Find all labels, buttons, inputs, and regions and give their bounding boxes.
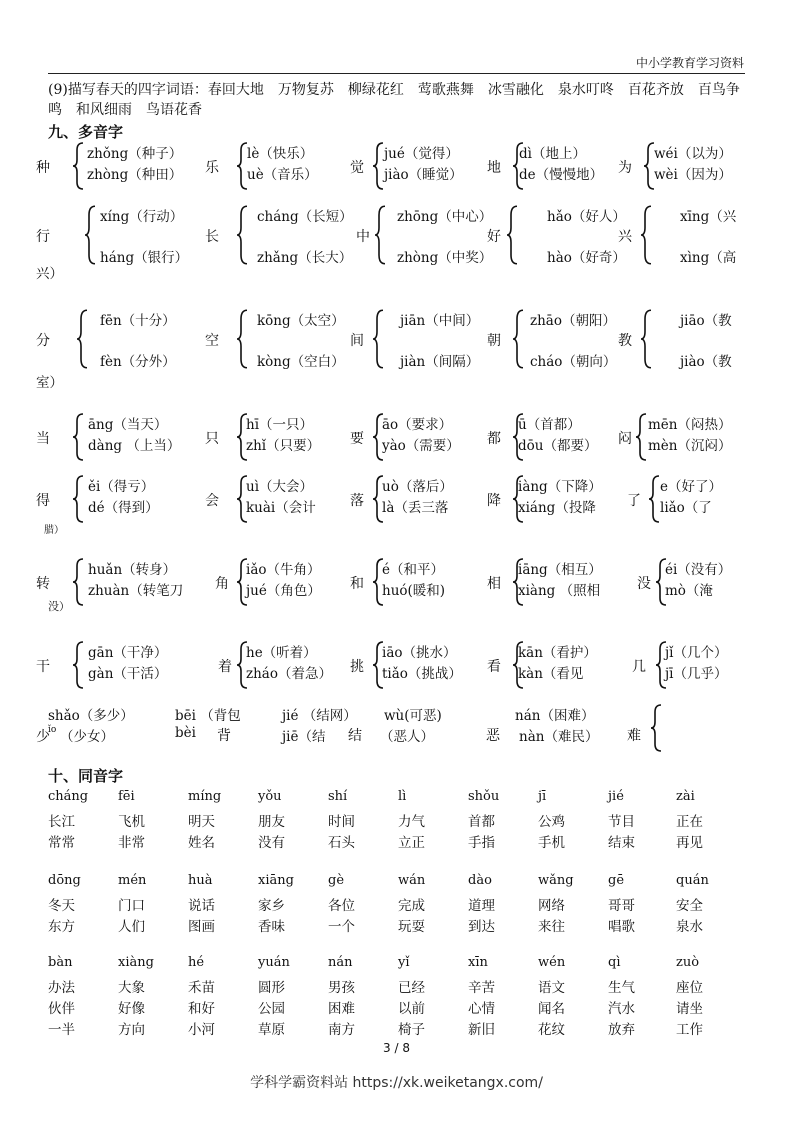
pinyin-label: mén bbox=[118, 873, 147, 888]
homophone-word: 南方 bbox=[328, 1022, 355, 1038]
pinyin-label: wén bbox=[538, 955, 566, 970]
reading-1: zhōng（中心） bbox=[397, 209, 493, 225]
polyphone-char: 兴 bbox=[618, 229, 632, 245]
polyphone-char: 当 bbox=[36, 431, 50, 447]
reading-2: xiáng（投降 bbox=[518, 500, 596, 516]
homophone-word: 手指 bbox=[468, 835, 495, 851]
pinyin-label: shí bbox=[328, 789, 348, 804]
reading-2: zhuàn（转笔刀 bbox=[88, 583, 184, 599]
homophone-word: 安全 bbox=[676, 898, 703, 914]
homophone-word: 冬天 bbox=[48, 898, 75, 914]
pinyin-label: yǐ bbox=[398, 955, 410, 970]
reading-1: iǎo（牛角） bbox=[246, 562, 321, 578]
pinyin-label: hé bbox=[188, 955, 205, 970]
pinyin-label: xiàng bbox=[118, 955, 154, 970]
polyphone-char: 要 bbox=[350, 431, 364, 447]
pinyin-label: bàn bbox=[48, 955, 73, 970]
reading-1: jué（觉得） bbox=[384, 146, 459, 162]
reading-1: dì（地上） bbox=[519, 146, 586, 162]
polyphone-char: 地 bbox=[487, 160, 501, 176]
homophone-word: 一半 bbox=[48, 1022, 75, 1038]
homophone-word: 没有 bbox=[258, 835, 285, 851]
reading-2: kòng（空白） bbox=[257, 354, 345, 370]
polyphone-char: 觉 bbox=[350, 160, 364, 176]
polyphone-char: 干 bbox=[36, 659, 50, 675]
polyphone-char: 间 bbox=[350, 333, 364, 349]
brace-icon bbox=[635, 413, 647, 461]
polyphone-char: 教 bbox=[618, 333, 632, 349]
homophone-word: 朋友 bbox=[258, 814, 285, 830]
footer-site-link[interactable]: 学科学霸资料站 https://xk.weiketangx.com/ bbox=[250, 1075, 543, 1091]
reading-1: fēn（十分） bbox=[100, 313, 176, 329]
reading-2: háng（银行） bbox=[100, 250, 189, 266]
homophone-word: 人们 bbox=[118, 919, 145, 935]
brace-icon bbox=[372, 309, 384, 369]
reading-1: shǎo（多少） bbox=[48, 708, 134, 724]
reading-2: jiàn（间隔） bbox=[400, 354, 480, 370]
wrap-text: 室） bbox=[36, 375, 63, 391]
brace-icon bbox=[72, 558, 84, 606]
pinyin-label: qì bbox=[608, 955, 621, 970]
polyphone-char: 落 bbox=[350, 493, 364, 509]
reading-2: là（丢三落 bbox=[382, 500, 449, 516]
polyphone-char: 都 bbox=[487, 431, 501, 447]
homophone-word: 圆形 bbox=[258, 980, 285, 996]
homophone-word: 困难 bbox=[328, 1001, 355, 1017]
pinyin-label: zuò bbox=[676, 955, 700, 970]
reading-2: （少女） bbox=[60, 729, 114, 745]
pinyin-label: nán bbox=[328, 955, 353, 970]
homophone-word: 好像 bbox=[118, 1001, 145, 1017]
reading-1: gān（干净） bbox=[88, 645, 168, 661]
pinyin-label: shǒu bbox=[468, 789, 500, 804]
reading-1: e（好了） bbox=[660, 479, 722, 495]
reading-1: āng（当天） bbox=[88, 417, 168, 433]
brace-icon bbox=[76, 309, 88, 369]
reading-1: xīng（兴 bbox=[680, 209, 737, 225]
reading-2: kàn（看见 bbox=[518, 666, 584, 682]
pinyin-label: míng bbox=[188, 789, 222, 804]
reading-1: huǎn（转身） bbox=[88, 562, 177, 578]
reading-1: iāng（相互） bbox=[518, 562, 602, 578]
page-header: 中小学教育学习资料 bbox=[635, 56, 744, 70]
homophone-word: 立正 bbox=[398, 835, 425, 851]
wrap-text: 没） bbox=[48, 600, 70, 613]
polyphone-char: 几 bbox=[632, 659, 646, 675]
homophone-word: 图画 bbox=[188, 919, 215, 935]
polyphone-char: 挑 bbox=[350, 659, 364, 675]
brace-icon bbox=[72, 641, 84, 689]
reading-2: gàn（干活） bbox=[88, 666, 168, 682]
reading-2: （恶人） bbox=[380, 729, 434, 745]
homophone-word: 请坐 bbox=[676, 1001, 703, 1017]
pinyin-label: wǎng bbox=[538, 873, 574, 888]
polyphone-char: 角 bbox=[215, 576, 229, 592]
homophone-word: 来往 bbox=[538, 919, 565, 935]
wrap-text: 腊） bbox=[44, 525, 64, 536]
spring-idioms-paragraph: (9)描写春天的四字词语：春回大地 万物复苏 柳绿花红 莺歌燕舞 冰雪融化 泉水叮咚 百花齐放 百鸟争鸣 和风细雨 鸟语花香 bbox=[48, 82, 740, 118]
reading-1: éi（没有） bbox=[665, 562, 732, 578]
homophone-word: 香味 bbox=[258, 919, 285, 935]
reading-2: tiǎo（挑战） bbox=[382, 666, 462, 682]
reading-2: jiē（结 bbox=[282, 729, 326, 745]
homophone-word: 工作 bbox=[676, 1022, 703, 1038]
brace-icon bbox=[648, 475, 660, 523]
homophone-word: 再见 bbox=[676, 835, 703, 851]
brace-icon bbox=[72, 413, 84, 461]
homophone-word: 飞机 bbox=[118, 814, 145, 830]
homophone-word: 长江 bbox=[48, 814, 75, 830]
brace-icon bbox=[506, 205, 518, 265]
homophone-word: 门口 bbox=[118, 898, 145, 914]
reading-1: kān（看护） bbox=[518, 645, 597, 661]
wrap-text: 兴） bbox=[36, 266, 63, 282]
polyphone-char: 空 bbox=[205, 333, 219, 349]
polyphone-char: 闷 bbox=[618, 431, 632, 447]
reading-2: kuài（会计 bbox=[246, 500, 316, 516]
reading-1: ěi（得亏） bbox=[88, 479, 155, 495]
reading-2: mò（淹 bbox=[665, 583, 713, 599]
section-polyphonic-title: 九、多音字 bbox=[48, 123, 124, 141]
pinyin-label: xiāng bbox=[258, 873, 294, 888]
header-rule bbox=[48, 73, 745, 74]
homophone-word: 泉水 bbox=[676, 919, 703, 935]
brace-icon bbox=[236, 205, 248, 265]
pinyin-label: jié bbox=[608, 789, 624, 804]
homophone-word: 手机 bbox=[538, 835, 565, 851]
polyphone-char: 乐 bbox=[205, 160, 219, 176]
reading-2: hào（好奇） bbox=[547, 250, 626, 266]
homophone-word: 新旧 bbox=[468, 1022, 495, 1038]
polyphone-char: 背 bbox=[217, 728, 231, 744]
homophone-word: 辛苦 bbox=[468, 980, 495, 996]
homophone-word: 语文 bbox=[538, 980, 565, 996]
reading-prefix: ǐo bbox=[48, 725, 57, 735]
polyphone-char: 结 bbox=[348, 728, 362, 744]
homophone-word: 力气 bbox=[398, 814, 425, 830]
polyphone-char: 恶 bbox=[486, 728, 500, 744]
homophone-word: 放弃 bbox=[608, 1022, 635, 1038]
homophone-word: 道理 bbox=[468, 898, 495, 914]
homophone-word: 椅子 bbox=[398, 1022, 425, 1038]
homophone-word: 网络 bbox=[538, 898, 565, 914]
homophone-word: 家乡 bbox=[258, 898, 285, 914]
homophone-word: 明天 bbox=[188, 814, 215, 830]
reading-2: xìng（高 bbox=[680, 250, 737, 266]
reading-2: nàn（难民） bbox=[519, 729, 599, 745]
homophone-word: 公鸡 bbox=[538, 814, 565, 830]
reading-1: jié （结网） bbox=[282, 708, 357, 724]
homophone-word: 结束 bbox=[608, 835, 635, 851]
brace-icon bbox=[84, 205, 96, 265]
reading-2: de（慢慢地） bbox=[519, 167, 604, 183]
homophone-word: 伙伴 bbox=[48, 1001, 75, 1017]
homophone-word: 东方 bbox=[48, 919, 75, 935]
homophone-word: 心情 bbox=[468, 1001, 495, 1017]
homophone-word: 到达 bbox=[468, 919, 495, 935]
homophone-word: 男孩 bbox=[328, 980, 355, 996]
homophone-word: 各位 bbox=[328, 898, 355, 914]
polyphone-char: 转 bbox=[36, 576, 50, 592]
reading-2: liǎo（了 bbox=[660, 500, 712, 516]
homophone-word: 办法 bbox=[48, 980, 75, 996]
reading-1: kōng（太空） bbox=[257, 313, 345, 329]
polyphone-char: 和 bbox=[350, 576, 364, 592]
brace-icon bbox=[512, 309, 524, 369]
homophone-word: 汽水 bbox=[608, 1001, 635, 1017]
reading-1: hī（一只） bbox=[246, 417, 314, 433]
brace-icon bbox=[372, 142, 384, 190]
reading-2: bèi bbox=[175, 725, 196, 741]
polyphone-char: 为 bbox=[618, 160, 632, 176]
section-homophone-title: 十、同音字 bbox=[48, 767, 124, 785]
page-number: 3 / 8 bbox=[383, 1041, 410, 1055]
homophone-word: 大象 bbox=[118, 980, 145, 996]
homophone-word: 完成 bbox=[398, 898, 425, 914]
polyphone-char: 好 bbox=[487, 229, 501, 245]
pinyin-label: dào bbox=[468, 873, 492, 888]
homophone-word: 已经 bbox=[398, 980, 425, 996]
reading-2: zhǐ（只要） bbox=[246, 438, 321, 454]
pinyin-label: yǒu bbox=[258, 789, 282, 804]
homophone-word: 时间 bbox=[328, 814, 355, 830]
reading-1: zhāo（朝阳） bbox=[530, 313, 616, 329]
homophone-word: 方向 bbox=[118, 1022, 145, 1038]
reading-2: dé（得到） bbox=[88, 500, 159, 516]
polyphone-char: 中 bbox=[356, 229, 370, 245]
homophone-word: 说话 bbox=[188, 898, 215, 914]
homophone-word: 非常 bbox=[118, 835, 145, 851]
pinyin-label: zài bbox=[676, 789, 695, 804]
reading-2: wèi（因为） bbox=[654, 167, 732, 183]
reading-2: zhòng（中奖） bbox=[397, 250, 493, 266]
homophone-word: 闻名 bbox=[538, 1001, 565, 1017]
pinyin-label: quán bbox=[676, 873, 709, 888]
reading-1: he（听着） bbox=[246, 645, 317, 661]
pinyin-label: gè bbox=[328, 873, 345, 888]
reading-2: huó(暖和) bbox=[382, 583, 446, 599]
homophone-word: 以前 bbox=[398, 1001, 425, 1017]
homophone-word: 哥哥 bbox=[608, 898, 635, 914]
brace-icon bbox=[640, 309, 652, 369]
homophone-word: 石头 bbox=[328, 835, 355, 851]
reading-1: iāo（挑水） bbox=[382, 645, 457, 661]
pinyin-label: dōng bbox=[48, 873, 81, 888]
reading-1: wù(可恶) bbox=[384, 708, 442, 724]
reading-1: ū（首都） bbox=[518, 417, 581, 433]
brace-icon bbox=[650, 704, 662, 752]
homophone-word: 唱歌 bbox=[608, 919, 635, 935]
reading-1: lè（快乐） bbox=[247, 146, 314, 162]
polyphone-char: 少 bbox=[36, 729, 50, 745]
reading-2: fèn（分外） bbox=[100, 354, 176, 370]
homophone-word: 和好 bbox=[188, 1001, 215, 1017]
reading-2: jī（几乎） bbox=[665, 666, 728, 682]
pinyin-label: huà bbox=[188, 873, 213, 888]
reading-1: jǐ（几个） bbox=[665, 645, 728, 661]
reading-2: uè（音乐） bbox=[247, 167, 318, 183]
reading-1: jiān（中间） bbox=[400, 313, 480, 329]
pinyin-label: jī bbox=[538, 789, 547, 804]
reading-1: uì（大会） bbox=[246, 479, 314, 495]
reading-2: jiào（教 bbox=[680, 354, 732, 370]
reading-1: zhǒng（种子） bbox=[87, 146, 183, 162]
polyphone-char: 相 bbox=[487, 576, 501, 592]
polyphone-char: 朝 bbox=[487, 333, 501, 349]
polyphone-char: 行 bbox=[36, 229, 50, 245]
brace-icon bbox=[374, 205, 386, 265]
polyphone-char: 会 bbox=[205, 493, 219, 509]
reading-1: bēi （背包 bbox=[175, 708, 241, 724]
homophone-word: 正在 bbox=[676, 814, 703, 830]
polyphone-char: 分 bbox=[36, 333, 50, 349]
reading-2: zhǎng（长大） bbox=[257, 250, 353, 266]
reading-2: dōu（都要） bbox=[518, 438, 598, 454]
reading-1: mēn（闷热） bbox=[648, 417, 732, 433]
reading-2: yào（需要） bbox=[382, 438, 460, 454]
reading-1: āo（要求） bbox=[382, 417, 453, 433]
reading-2: dàng （上当） bbox=[88, 438, 181, 454]
homophone-word: 一个 bbox=[328, 919, 355, 935]
homophone-word: 首都 bbox=[468, 814, 495, 830]
pinyin-label: fēi bbox=[118, 789, 135, 804]
pinyin-label: gē bbox=[608, 873, 625, 888]
homophone-word: 小河 bbox=[188, 1022, 215, 1038]
reading-2: jué（角色） bbox=[246, 583, 321, 599]
reading-1: nán（困难） bbox=[515, 708, 595, 724]
brace-icon bbox=[236, 309, 248, 369]
reading-1: wéi（以为） bbox=[654, 146, 732, 162]
pinyin-label: xīn bbox=[468, 955, 488, 970]
pinyin-label: lì bbox=[398, 789, 407, 804]
polyphone-char: 降 bbox=[487, 493, 501, 509]
reading-1: é（和平） bbox=[382, 562, 444, 578]
homophone-word: 常常 bbox=[48, 835, 75, 851]
reading-1: xíng（行动） bbox=[100, 209, 184, 225]
reading-2: zhòng（种田） bbox=[87, 167, 183, 183]
homophone-word: 座位 bbox=[676, 980, 703, 996]
polyphone-char: 着 bbox=[218, 659, 232, 675]
reading-2: xiàng （照相 bbox=[518, 583, 601, 599]
brace-icon bbox=[640, 205, 652, 265]
polyphone-char: 没 bbox=[637, 576, 651, 592]
homophone-word: 草原 bbox=[258, 1022, 285, 1038]
pinyin-label: yuán bbox=[258, 955, 290, 970]
homophone-word: 禾苗 bbox=[188, 980, 215, 996]
brace-icon bbox=[72, 142, 84, 190]
reading-1: hǎo（好人） bbox=[547, 209, 626, 225]
homophone-word: 生气 bbox=[608, 980, 635, 996]
homophone-word: 姓名 bbox=[188, 835, 215, 851]
polyphone-char: 只 bbox=[205, 431, 219, 447]
homophone-word: 节目 bbox=[608, 814, 635, 830]
reading-2: mèn（沉闷） bbox=[648, 438, 732, 454]
homophone-word: 花纹 bbox=[538, 1022, 565, 1038]
reading-2: jiào（睡觉） bbox=[384, 167, 463, 183]
reading-2: zháo（着急） bbox=[246, 666, 332, 682]
polyphone-char: 长 bbox=[205, 229, 219, 245]
homophone-word: 公园 bbox=[258, 1001, 285, 1017]
polyphone-char: 了 bbox=[627, 493, 641, 509]
reading-1: cháng（长短） bbox=[257, 209, 353, 225]
reading-1: uò（落后） bbox=[382, 479, 453, 495]
reading-1: jiāo（教 bbox=[680, 313, 732, 329]
polyphone-char: 看 bbox=[487, 659, 501, 675]
homophone-word: 玩耍 bbox=[398, 919, 425, 935]
polyphone-char: 种 bbox=[36, 160, 50, 176]
pinyin-label: cháng bbox=[48, 789, 89, 804]
brace-icon bbox=[72, 475, 84, 523]
polyphone-char: 难 bbox=[627, 728, 641, 744]
reading-2: cháo（朝向） bbox=[530, 354, 617, 370]
polyphone-char: 得 bbox=[36, 493, 50, 509]
reading-1: iàng（下降） bbox=[518, 479, 602, 495]
pinyin-label: wán bbox=[398, 873, 426, 888]
